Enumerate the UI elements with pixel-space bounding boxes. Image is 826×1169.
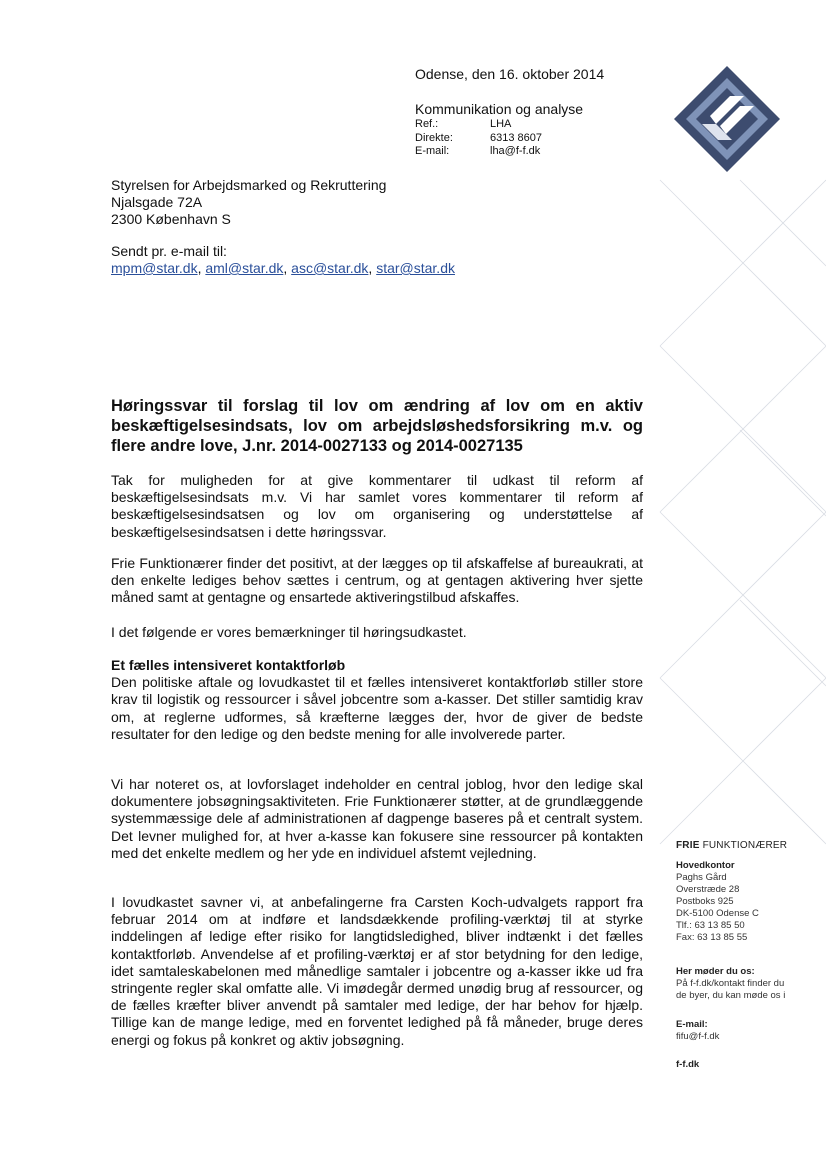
reference-table <box>415 118 542 159</box>
ref-row <box>415 145 542 159</box>
email-link[interactable]: star@star.dk <box>376 260 455 276</box>
paragraph-joblog: Vi har noteret os, at lovforslaget indeholder en central joblog, hvor den ledige skal dokumentere jobsøgningsaktiviteten. Frie Funktionærer støtter, at de grundlæggende systemmæssige dele af administrationen af dagpenge baseres på et centralt system. Det levner mulighed for, at hver a-kasse kan fokusere sine ressourcer på kontakten med det enkelte medlem og her yde en individuel afstemt vejledning. <box>111 776 643 861</box>
ref-row <box>415 118 542 132</box>
email-separator: , <box>368 260 377 276</box>
office-line: Postboks 925 <box>676 896 734 907</box>
sent-label: Sendt pr. e-mail til: <box>111 243 227 259</box>
email-link[interactable]: mpm@star.dk <box>111 260 198 276</box>
section-block <box>111 657 643 743</box>
meet-line: På f-f.dk/kontakt finder du <box>676 978 785 989</box>
letter-title: Høringssvar til forslag til lov om ændring af lov om en aktiv beskæftigelsesindsats, lov om arbejdsløshedsforsikring m.v. og flere andre love, J.nr. 2014-0027133 og 2014-0027135 <box>111 397 643 455</box>
paragraph-profiling: I lovudkastet savner vi, at anbefalingerne fra Carsten Koch-udvalgets rapport fra februar 2014 om at indføre et landsdækkende profiling-værktøj til at styrke inddelingen af ledige efter risiko for langtidsledighed, bliver indtænkt i det fælles kontaktforløb. Anvendelse af et profiling-værktøj er af stor betydning for den ledige, idet samtaleskabelonen med månedlige samtaler i jobcentre og a-kasser ikke ud fra stringente regler skal omfatte alle. Vi imødegår dermed unødig brug af ressourcer, og de fælles kræfter bliver anvendt på samtaler med ledige, der har behov for hjælp. Tillige kan de mange ledige, med en forventet ledighed på få måneder, bruge deres energi og fokus på konkret og aktiv jobsøgning. <box>111 894 643 1048</box>
ref-row <box>415 132 542 146</box>
office-line: Fax: 63 13 85 55 <box>676 932 748 943</box>
email-separator: , <box>283 260 292 276</box>
ref-value: lha@f-f.dk <box>490 145 541 157</box>
email-link[interactable]: aml@star.dk <box>205 260 284 276</box>
paragraph-positive: Frie Funktionærer finder det positivt, at der lægges op til afskaffelse af bureaukrati, at den enkelte lediges behov sættes i centrum, og at gentagen aktivering hver sjette måned samt at gentagne og ensartede aktiveringstilbud afskaffes. <box>111 555 643 606</box>
email-value[interactable]: fifu@f-f.dk <box>676 1031 720 1042</box>
paragraph-intro: Tak for muligheden for at give kommentarer til udkast til reform af beskæftigelsesindsats m.v. Vi har samlet vores kommentarer til reform af beskæftigelsesindsatsen og lov om organisering og understøttelse af beskæftigelsesindsatsen i dette høringssvar. <box>111 472 643 540</box>
ref-key: E-mail: <box>415 145 450 157</box>
meet-line: de byer, du kan møde os i <box>676 990 786 1001</box>
email-link[interactable]: asc@star.dk <box>291 260 369 276</box>
office-line: Tlf.: 63 13 85 50 <box>676 920 745 931</box>
sent-by-email <box>111 243 455 277</box>
ref-key: Ref.: <box>415 118 439 130</box>
email-separator: , <box>197 260 206 276</box>
letter-date: Odense, den 16. oktober 2014 <box>415 66 605 82</box>
recipient-line: Njalsgade 72A <box>111 194 203 210</box>
office-line: Overstræde 28 <box>676 884 740 895</box>
email-heading: E-mail: <box>676 1019 708 1030</box>
ref-value: 6313 8607 <box>490 131 542 144</box>
paragraph-remarks: I det følgende er vores bemærkninger til høringsudkastet. <box>111 624 467 640</box>
recipient-address <box>111 177 386 228</box>
sidebar-email <box>676 1019 806 1043</box>
paragraph-contact: Den politiske aftale og lovudkastet til et fælles intensiveret kontaktforløb stiller store krav til logistik og ressourcer i såvel jobcentre som a-kasser. Det stiller samtidig krav om, at reglerne udformes, så kræfterne lægges der, hvor de giver de bedste resultater for den ledige og den bedste mening for alle involverede parter. <box>111 674 643 742</box>
office-line: DK-5100 Odense C <box>676 908 759 919</box>
department: Kommunikation og analyse <box>415 101 584 117</box>
office-heading: Hovedkontor <box>676 860 735 871</box>
sidebar-meet <box>676 966 806 1002</box>
sidebar-office <box>676 860 806 944</box>
section-heading: Et fælles intensiveret kontaktforløb <box>111 657 346 673</box>
ref-key: Direkte: <box>415 131 453 144</box>
recipient-line: Styrelsen for Arbejdsmarked og Rekruttering <box>111 177 387 193</box>
website-link[interactable]: f-f.dk <box>676 1059 700 1070</box>
meet-heading: Her møder du os: <box>676 966 755 977</box>
email-list <box>111 260 455 277</box>
recipient-line: 2300 København S <box>111 211 231 227</box>
ref-value: LHA <box>490 118 512 130</box>
office-line: Paghs Gård <box>676 872 727 883</box>
frie-funktionaerer-logo <box>672 64 782 174</box>
sidebar-brand: FRIE FUNKTIONÆRER <box>676 840 788 851</box>
